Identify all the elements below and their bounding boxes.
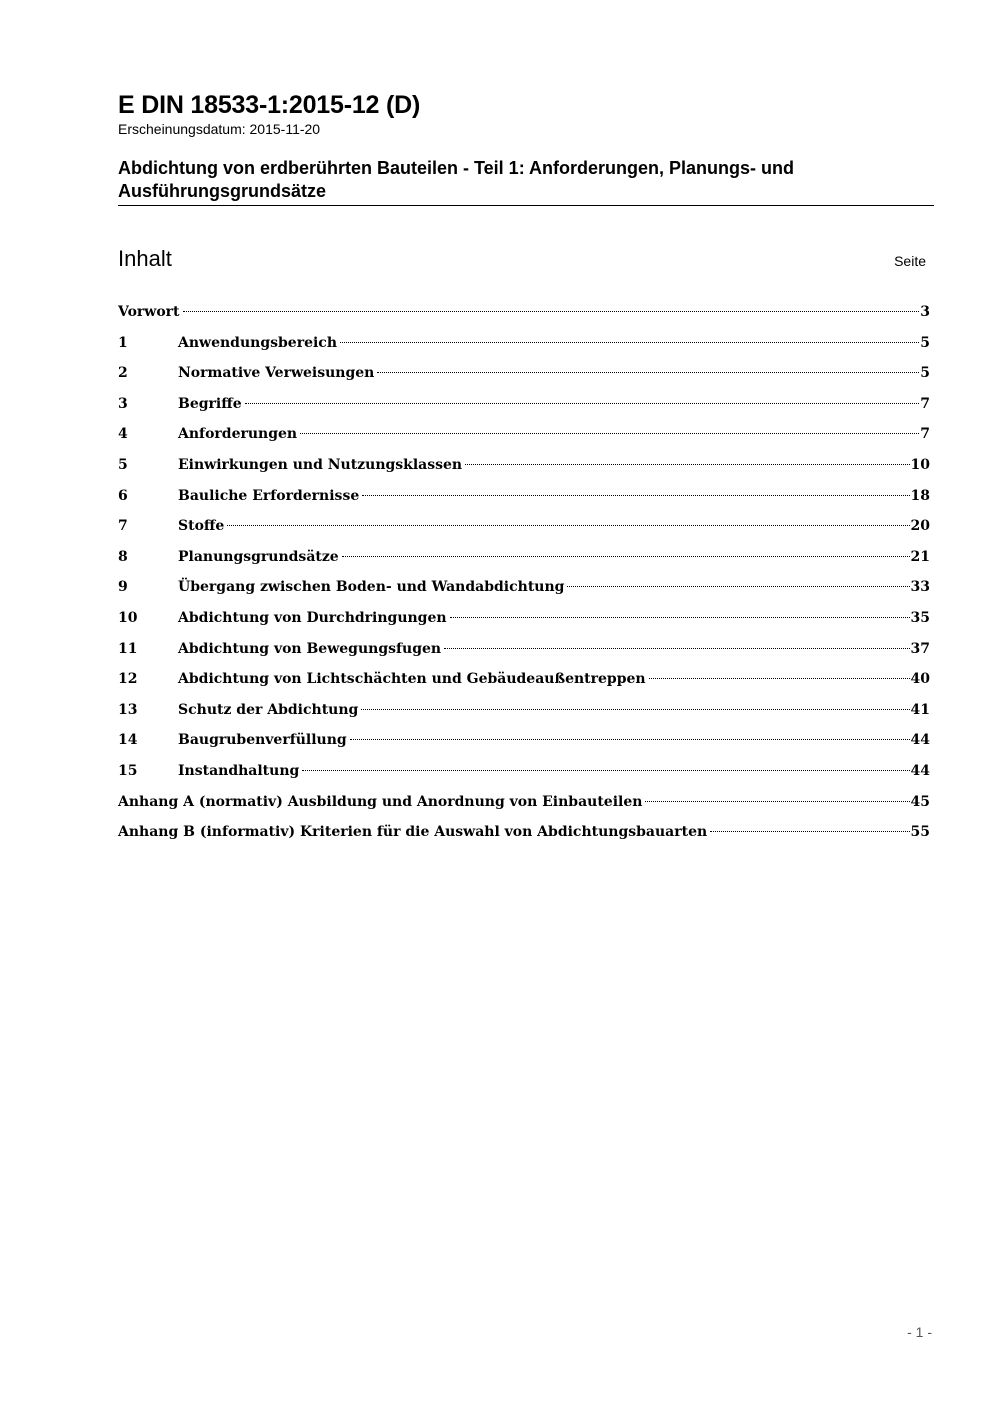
toc-entry-page: 7 bbox=[920, 426, 930, 443]
toc-entry-number: 10 bbox=[118, 609, 138, 626]
toc-entry-number: 8 bbox=[118, 548, 128, 565]
toc-heading: Inhalt bbox=[118, 246, 172, 271]
toc-entry-page: 21 bbox=[910, 548, 930, 565]
table-of-contents bbox=[118, 299, 930, 850]
toc-entry-label: Schutz der Abdichtung bbox=[178, 701, 359, 718]
toc-entry-page: 20 bbox=[910, 518, 930, 535]
toc-entry-page: 33 bbox=[910, 579, 930, 596]
toc-entry-page: 10 bbox=[910, 456, 930, 473]
toc-entry[interactable] bbox=[118, 330, 930, 361]
document-id: E DIN 18533-1:2015-12 (D) bbox=[118, 91, 421, 119]
toc-entry-label: Anforderungen bbox=[178, 426, 298, 443]
toc-entry-label: Stoffe bbox=[178, 518, 225, 535]
toc-entry-number: 14 bbox=[118, 732, 138, 749]
toc-entry[interactable] bbox=[118, 697, 930, 728]
document-title: Abdichtung von erdberührten Bauteilen - Teil 1: Anforderungen, Planungs- und Ausführungsgrundsätze bbox=[118, 157, 934, 206]
toc-entry[interactable] bbox=[118, 727, 930, 758]
toc-entry-page: 7 bbox=[920, 395, 930, 412]
toc-entry-label: Anhang B (informativ) Kriterien für die Auswahl von Abdichtungsbauarten bbox=[118, 824, 708, 841]
toc-leader-dots bbox=[567, 586, 909, 587]
toc-entry[interactable] bbox=[118, 574, 930, 605]
toc-entry[interactable] bbox=[118, 605, 930, 636]
toc-leader-dots bbox=[183, 311, 920, 312]
toc-entry-label: Instandhaltung bbox=[178, 762, 300, 779]
toc-entry-number: 3 bbox=[118, 395, 128, 412]
toc-entry[interactable] bbox=[118, 636, 930, 667]
toc-entry-number: 15 bbox=[118, 762, 138, 779]
toc-entry-number: 2 bbox=[118, 365, 128, 382]
toc-entry-label: Begriffe bbox=[178, 395, 242, 412]
toc-entry-label: Vorwort bbox=[118, 304, 180, 320]
toc-header bbox=[118, 245, 926, 275]
toc-entry-label: Übergang zwischen Boden- und Wandabdichtung bbox=[178, 579, 565, 596]
toc-leader-dots bbox=[361, 709, 909, 710]
toc-entry-page: 45 bbox=[910, 793, 930, 810]
toc-leader-dots bbox=[342, 556, 910, 557]
toc-leader-dots bbox=[645, 801, 909, 802]
toc-entry-number: 9 bbox=[118, 579, 128, 596]
toc-entry[interactable] bbox=[118, 544, 930, 575]
toc-entry-page: 35 bbox=[910, 609, 930, 626]
toc-entry-page: 40 bbox=[910, 671, 930, 688]
toc-entry-label: Abdichtung von Lichtschächten und Gebäudeaußentreppen bbox=[178, 671, 646, 688]
toc-entry[interactable] bbox=[118, 789, 930, 820]
toc-entry-number: 5 bbox=[118, 456, 128, 473]
toc-entry-label: Anhang A (normativ) Ausbildung und Anordnung von Einbauteilen bbox=[118, 793, 643, 810]
toc-leader-dots bbox=[465, 464, 909, 465]
toc-entry-label: Bauliche Erfordernisse bbox=[178, 487, 360, 504]
toc-entry-label: Baugrubenverfüllung bbox=[178, 732, 347, 749]
toc-entry-page: 18 bbox=[910, 487, 930, 504]
toc-leader-dots bbox=[227, 525, 909, 526]
toc-leader-dots bbox=[302, 770, 909, 771]
toc-leader-dots bbox=[450, 617, 910, 618]
toc-entry[interactable] bbox=[118, 758, 930, 789]
toc-entry[interactable] bbox=[118, 299, 930, 330]
toc-entry-page: 3 bbox=[920, 304, 930, 320]
toc-entry-label: Anwendungsbereich bbox=[178, 334, 337, 351]
toc-entry-label: Abdichtung von Bewegungsfugen bbox=[178, 640, 442, 657]
toc-leader-dots bbox=[362, 495, 909, 496]
toc-entry[interactable] bbox=[118, 483, 930, 514]
toc-entry-page: 5 bbox=[920, 365, 930, 382]
toc-entry-label: Planungsgrundsätze bbox=[178, 548, 339, 565]
toc-entry-number: 11 bbox=[118, 640, 138, 657]
document-header bbox=[118, 90, 934, 206]
toc-entry-label: Einwirkungen und Nutzungsklassen bbox=[178, 456, 463, 473]
page-column-label: Seite bbox=[894, 253, 926, 269]
toc-leader-dots bbox=[300, 433, 919, 434]
page-number: - 1 - bbox=[907, 1324, 932, 1340]
toc-entry-number: 12 bbox=[118, 671, 138, 688]
toc-entry[interactable] bbox=[118, 513, 930, 544]
toc-entry-label: Abdichtung von Durchdringungen bbox=[178, 609, 447, 626]
toc-entry-page: 55 bbox=[910, 824, 930, 841]
toc-entry[interactable] bbox=[118, 819, 930, 850]
toc-entry-number: 13 bbox=[118, 701, 138, 718]
toc-entry-number: 7 bbox=[118, 518, 128, 535]
toc-leader-dots bbox=[350, 739, 910, 740]
toc-leader-dots bbox=[340, 342, 919, 343]
toc-entry[interactable] bbox=[118, 421, 930, 452]
toc-leader-dots bbox=[710, 831, 909, 832]
toc-entry-page: 37 bbox=[910, 640, 930, 657]
toc-entry-number: 1 bbox=[118, 334, 128, 351]
toc-leader-dots bbox=[444, 648, 909, 649]
toc-entry-page: 44 bbox=[910, 762, 930, 779]
toc-leader-dots bbox=[377, 372, 919, 373]
publication-date: Erscheinungsdatum: 2015-11-20 bbox=[118, 121, 321, 137]
toc-entry[interactable] bbox=[118, 666, 930, 697]
toc-entry[interactable] bbox=[118, 360, 930, 391]
toc-entry-page: 41 bbox=[910, 701, 930, 718]
toc-entry[interactable] bbox=[118, 452, 930, 483]
toc-entry-page: 5 bbox=[920, 334, 930, 351]
toc-entry-number: 4 bbox=[118, 426, 128, 443]
toc-entry-number: 6 bbox=[118, 487, 128, 504]
toc-leader-dots bbox=[649, 678, 910, 679]
toc-leader-dots bbox=[245, 403, 920, 404]
toc-entry[interactable] bbox=[118, 391, 930, 422]
toc-entry-page: 44 bbox=[910, 732, 930, 749]
toc-entry-label: Normative Verweisungen bbox=[178, 365, 375, 382]
